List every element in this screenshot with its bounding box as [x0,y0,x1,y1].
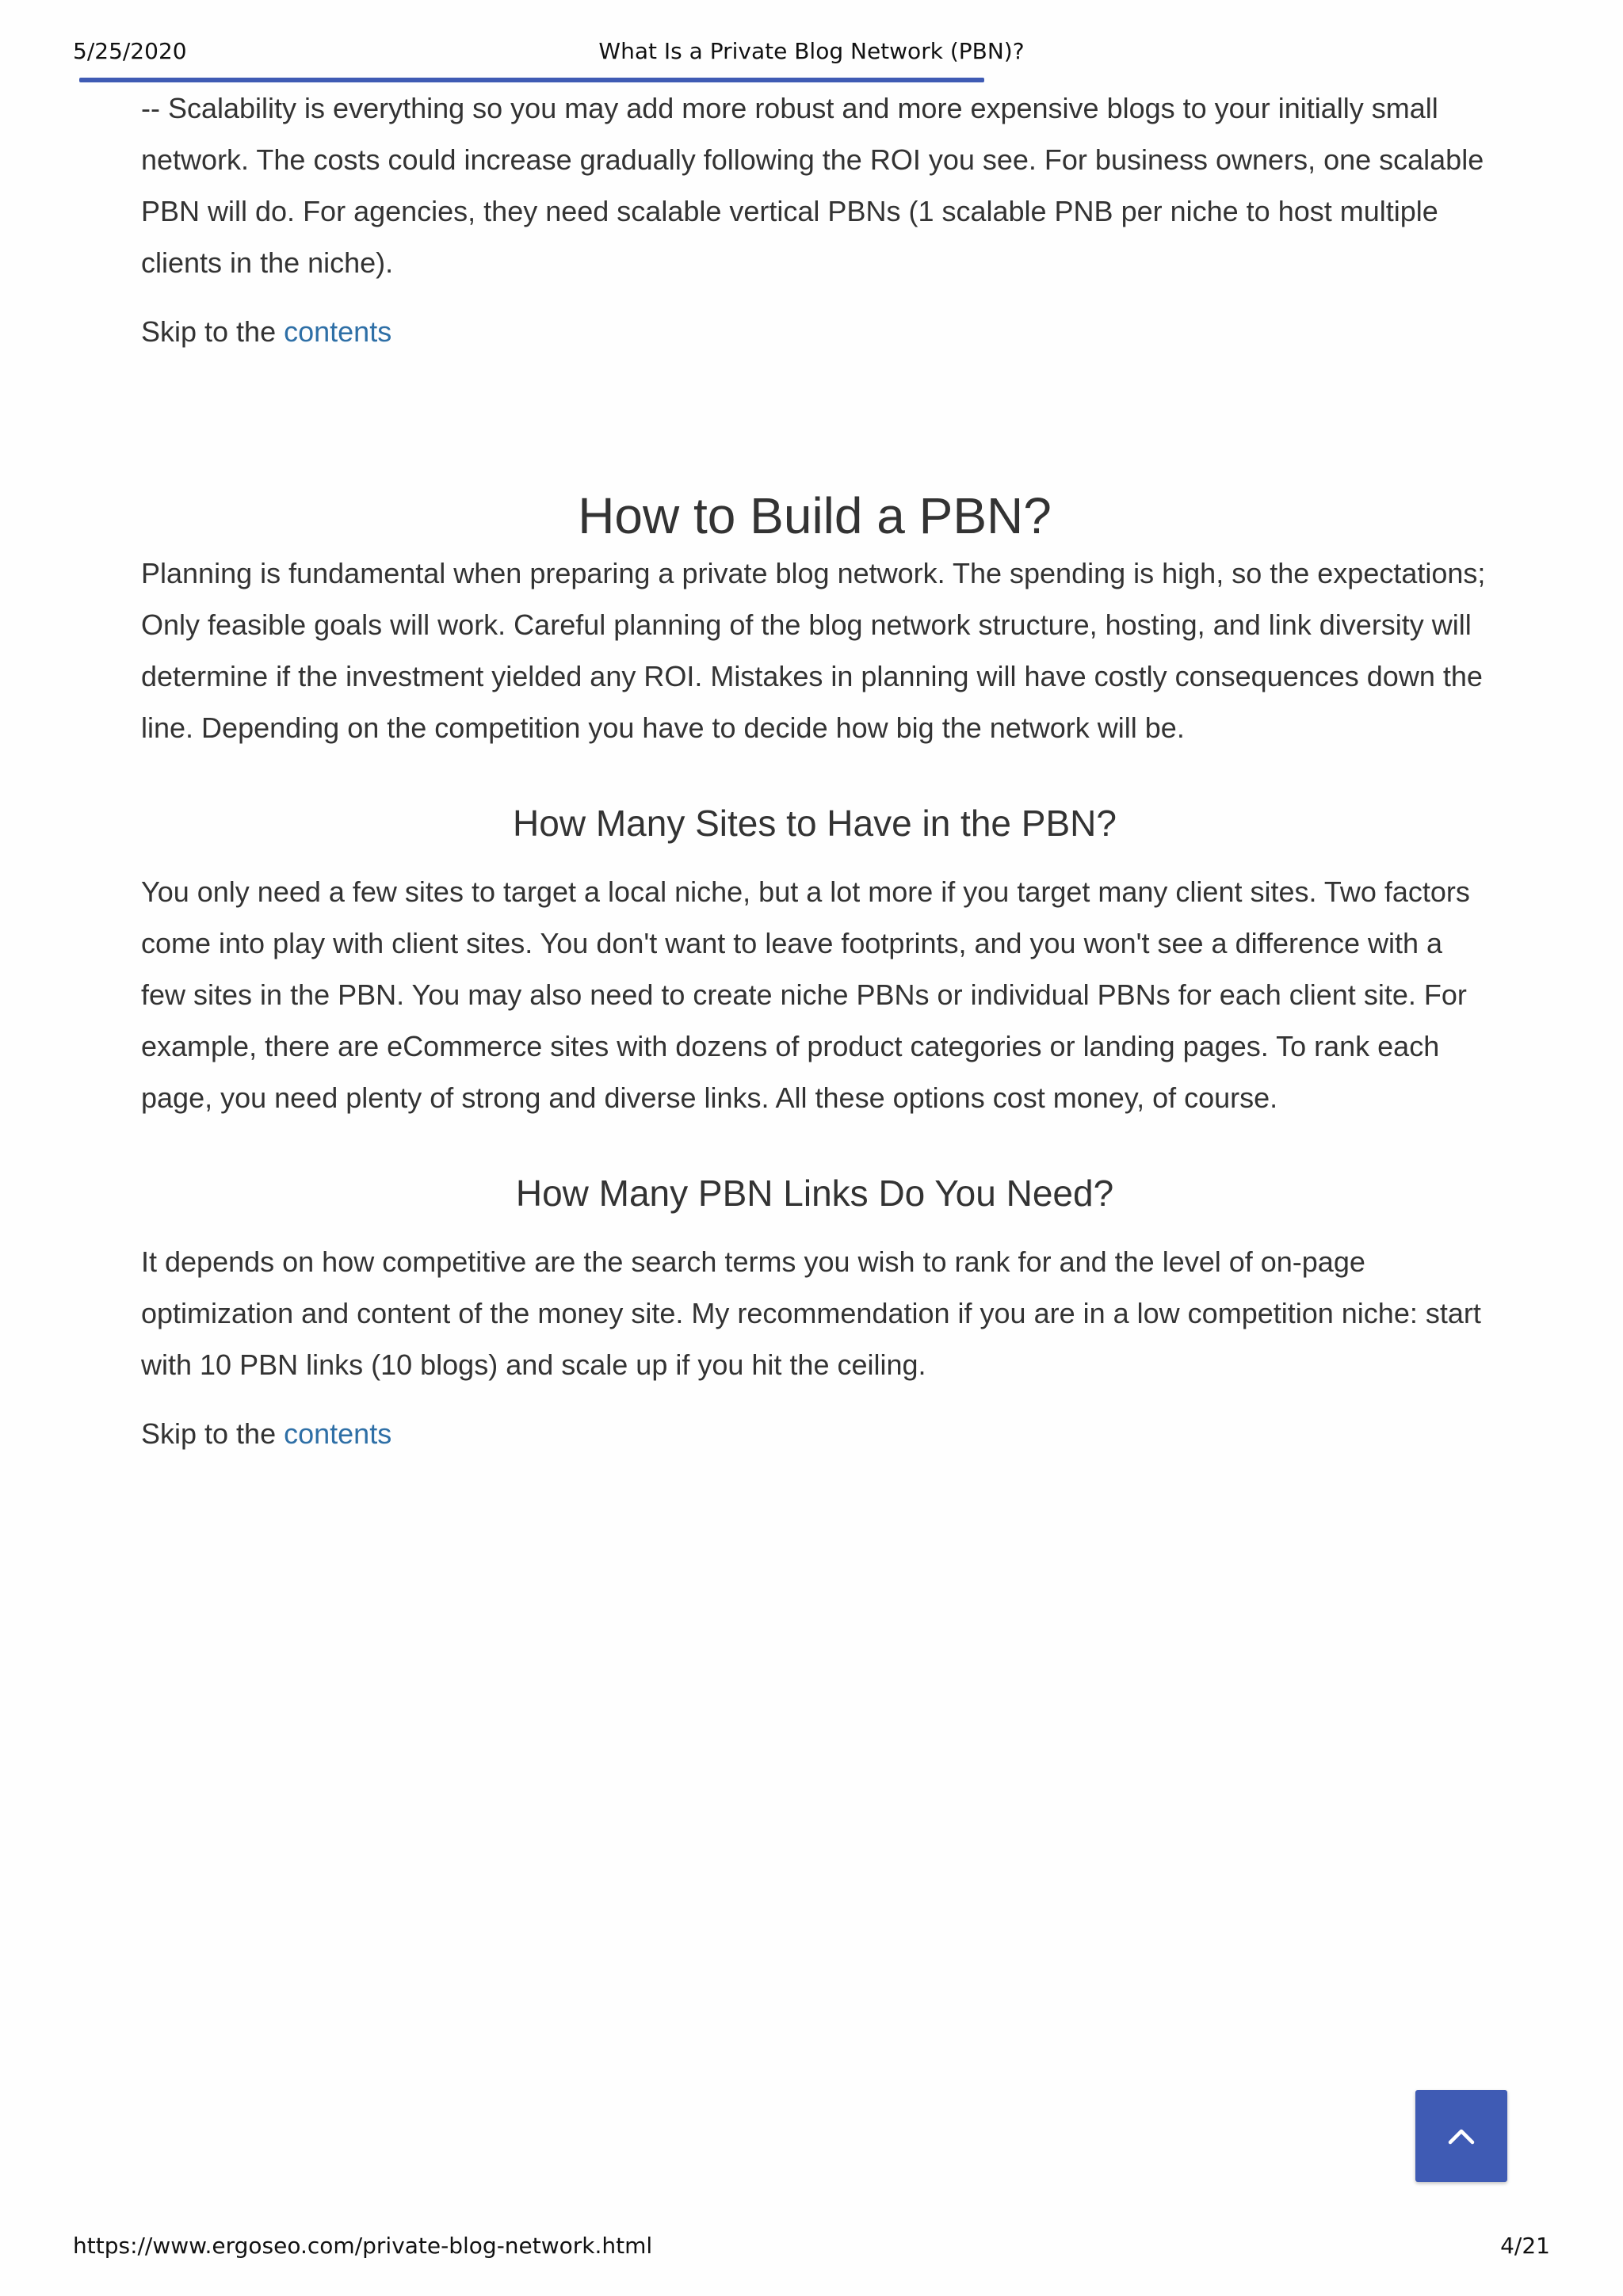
back-to-top-button[interactable] [1415,2090,1507,2182]
contents-link[interactable]: contents [284,1417,392,1450]
print-footer [73,2233,1550,2264]
how-many-links-paragraph: It depends on how competitive are the search terms you wish to rank for and the level of on-page optimization and content of the money site. My recommendation if you are in a low competition niche: start with 10 PBN links (10 blogs) and scale up if you hit the ceiling. [141,1245,1481,1381]
section-heading-how-many-links: How Many PBN Links Do You Need? [515,1173,1114,1214]
contents-link[interactable]: contents [284,315,392,348]
build-pbn-paragraph: Planning is fundamental when preparing a private blog network. The spending is high, so the expectations; Only feasible goals will work. Careful planning of the blog network structure, hosting, and link diversity will determine if the investment yielded any ROI. Mistakes in planning will have costly consequences down the line. Depending on the competition you have to decide how big the network will be. [141,557,1486,744]
print-page-title: What Is a Private Blog Network (PBN)? [598,38,1025,64]
print-url: https://www.ergoseo.com/private-blog-network.html [73,2233,653,2259]
scalability-paragraph: -- Scalability is everything so you may add more robust and more expensive blogs to your initially small network. The costs could increase gradually following the ROI you see. For business owners, one scalable PBN will do. For agencies, they need scalable vertical PBNs (1 scalable PNB per niche to host multiple clients in the niche). [141,92,1484,279]
section-heading-build-pbn: How to Build a PBN? [578,487,1052,544]
print-date: 5/25/2020 [73,38,187,64]
article-content [141,82,1488,1459]
section-heading-how-many-sites: How Many Sites to Have in the PBN? [513,803,1117,844]
chevron-up-icon [1445,2122,1477,2150]
print-header [73,38,1550,70]
how-many-sites-paragraph: You only need a few sites to target a local niche, but a lot more if you target many client sites. Two factors come into play with client sites. You don't want to leave footprints, and you won't see a difference with a few sites in the PBN. You may also need to create niche PBNs or individual PBNs for each client site. For example, there are eCommerce sites with dozens of product categories or landing pages. To rank each page, you need plenty of strong and diverse links. All these options cost money, of course. [141,875,1470,1114]
skip-to-contents [141,1408,1488,1459]
page-number: 4/21 [1500,2233,1550,2259]
skip-to-contents [141,306,1488,357]
skip-prefix: Skip to the [141,1417,285,1450]
skip-prefix: Skip to the [141,315,285,348]
